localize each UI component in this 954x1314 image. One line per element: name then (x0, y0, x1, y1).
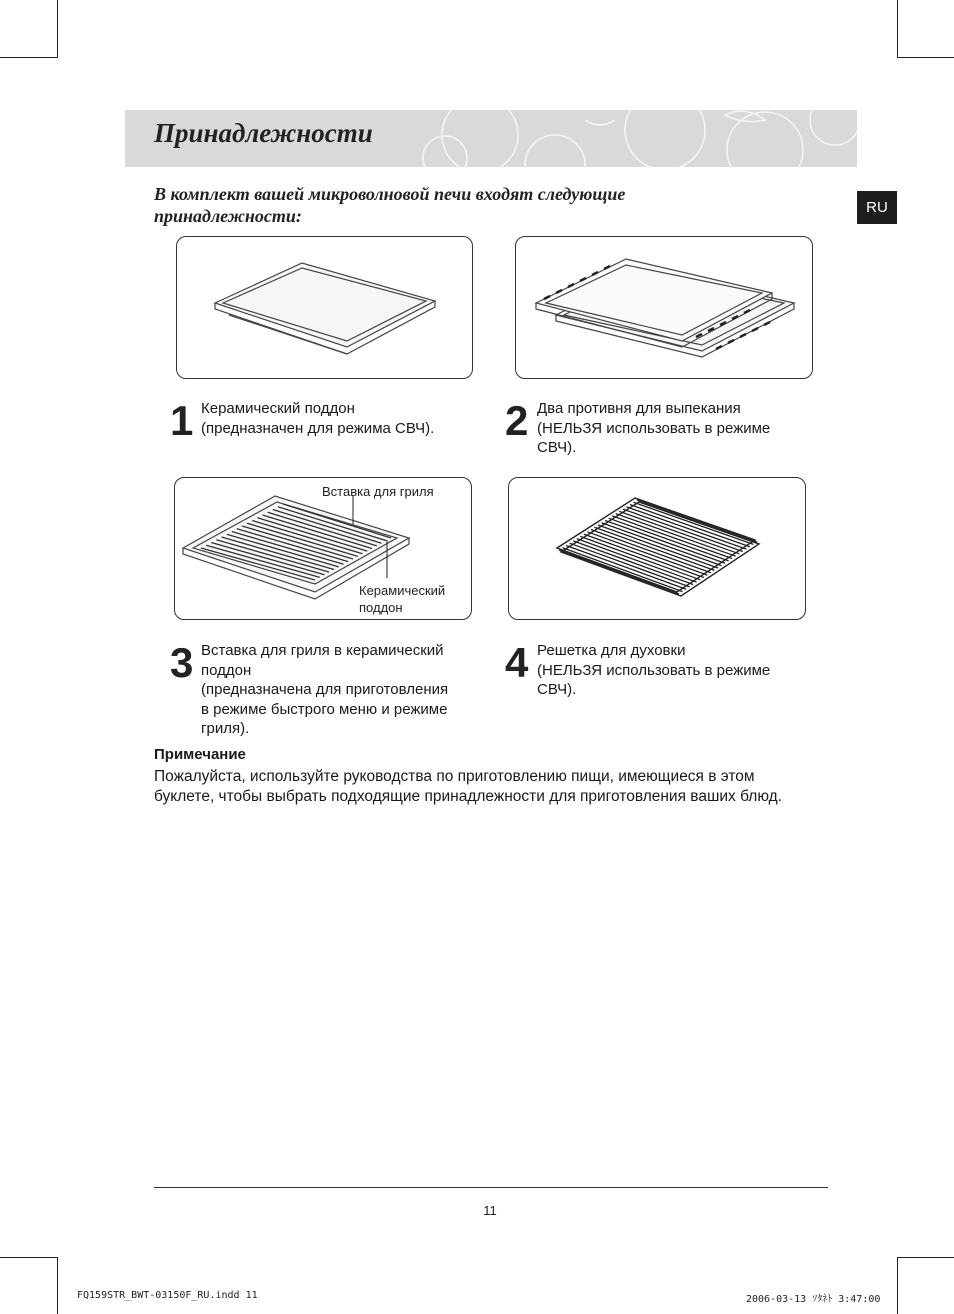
accessory-image-box-3 (174, 477, 472, 620)
wire-bar (559, 550, 679, 594)
crop-mark (897, 1257, 954, 1258)
crop-mark (0, 57, 58, 58)
description-line: (НЕЛЬЗЯ использовать в режиме (537, 419, 771, 437)
wire-bar (584, 534, 704, 577)
page-number: 11 (483, 1203, 497, 1218)
description-line: СВЧ). (537, 681, 577, 698)
accessory-number-2: 2 (505, 397, 529, 444)
oven-rack-icon (509, 478, 805, 619)
accessory-image-box-1 (176, 236, 473, 379)
wire-bar (577, 539, 697, 583)
crop-mark (897, 1257, 898, 1314)
accessory-number-3: 3 (170, 639, 194, 686)
description-line: Решетка для духовки (537, 642, 686, 659)
crop-mark (897, 57, 954, 58)
section-title-bar (125, 110, 857, 167)
wire-bar (570, 543, 690, 587)
note-line: Пожалуйста, используйте руководства по приготовлению пищи, имеющиеся в этом (154, 768, 755, 785)
language-tab: RU (857, 191, 897, 224)
footer-divider (154, 1187, 828, 1188)
crop-mark (0, 1257, 58, 1258)
description-line: Керамический поддон (201, 400, 355, 417)
ceramic-tray-callout (359, 582, 445, 616)
crop-mark (57, 1257, 58, 1314)
print-date-info: 2006-03-13 ｿﾀﾈﾄ 3:47:00 (746, 1294, 881, 1305)
grill-insert-callout: Вставка для гриля (322, 484, 434, 499)
intro-heading (154, 183, 734, 227)
accessory-image-box-2 (515, 236, 813, 379)
accessory-number-1: 1 (170, 397, 194, 444)
accessory-image-box-4 (508, 477, 806, 620)
note-text (154, 767, 834, 807)
description-line: (предназначен для режима СВЧ). (201, 419, 435, 437)
note-line: буклете, чтобы выбрать подходящие принадлежности для приготовления ваших блюд. (154, 788, 782, 805)
accessory-description-4 (537, 641, 827, 700)
description-line: (предназначена для приготовления (201, 681, 449, 698)
wire-bar (580, 536, 700, 579)
callout-line: Керамический (359, 583, 446, 598)
accessory-description-2 (537, 399, 827, 458)
description-line: Два противня для выпекания (537, 400, 741, 417)
callout-line: поддон (359, 600, 403, 615)
crop-mark (897, 0, 898, 58)
description-line: гриля). (201, 720, 250, 737)
wire-bar (563, 548, 683, 592)
baking-trays-icon (516, 237, 812, 378)
note-heading: Примечание (154, 746, 246, 763)
description-line: СВЧ). (537, 439, 577, 456)
description-line: (НЕЛЬЗЯ использовать в режиме (537, 661, 771, 679)
wire-bar (566, 545, 686, 589)
print-file-info: FQ159STR_BWT-03150F_RU.indd 11 (77, 1290, 258, 1301)
intro-heading-line: В комплект вашей микроволновой печи входят следующие (154, 184, 626, 204)
description-line: Вставка для гриля в керамический (201, 642, 444, 659)
intro-heading-line: принадлежности: (154, 206, 302, 226)
crop-mark (57, 0, 58, 58)
ceramic-tray-icon (177, 237, 472, 378)
description-line: в режиме быстрого меню и режиме (201, 700, 448, 718)
accessory-number-4: 4 (505, 639, 529, 686)
page-title: Принадлежности (154, 118, 373, 148)
accessory-description-1 (201, 399, 491, 438)
description-line: поддон (201, 661, 252, 679)
accessory-description-3 (201, 641, 501, 739)
